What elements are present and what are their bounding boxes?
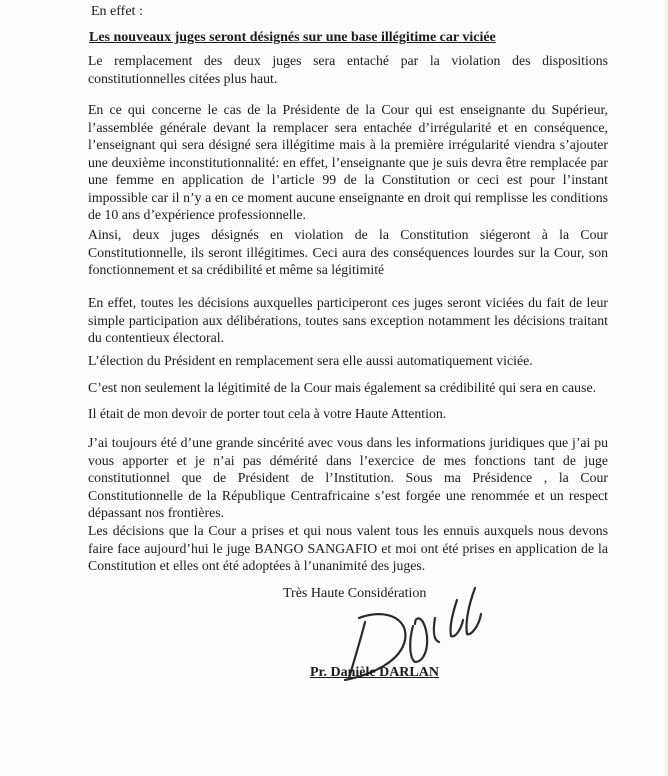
paragraph-9: Les décisions que la Cour a prises et qui nous valent tous les ennuis auxquels nous devons faire face aujourd’hui le juge BANGO SANGAFIO et moi ont été prises en application de la Constitution et elles ont été adoptées à l’unanimité des juges. [88, 523, 608, 573]
intro-text: En effet : [91, 4, 143, 19]
paragraph-8: J’ai toujours été d’une grande sincérité avec vous dans les informations juridiques que j’ai pu vous apporter et je n’ai pas démérité dans l’exercice de mes fonctions tant de juge constitutionnel que de Président de l’Institution. Sous ma Présidence , la Cour Constitutionnelle de la République Centrafricaine s’est forgée une renommée et un respect dépassant nos frontières. [88, 435, 608, 520]
paragraph-4: En effet, toutes les décisions auxquelles participeront ces juges seront viciées du fait de leur simple participation aux délibérations, toutes sans exception notamment les décisions traitant du contentieux électoral. [88, 295, 608, 345]
page-edge-shadow [662, 0, 668, 776]
closing-salutation: Très Haute Considération [283, 586, 427, 601]
signer-name: Pr. Danièle DARLAN [310, 665, 439, 680]
paragraph-2: En ce qui concerne le cas de la Présidente de la Cour qui est enseignante du Supérieur, l’assemblée générale devant la remplacer sera entachée d’irrégularité et en conséquence, l’enseignant qui sera désigné sera illégitime mais à la première irrégularité viendra s’ajouter une deuxième inconstitutionnalité: en effet, l’enseignante que je suis devra être remplacée par une femme en application de l’article 99 de la Constitution or ceci est pour l’instant impossible car il n’y a en ce moment aucune enseignante en droit qui remplisse les conditions de 10 ans d’expérience professionnelle. [88, 102, 608, 222]
paragraph-6: C’est non seulement la légitimité de la Cour mais également sa crédibilité qui sera en cause. [88, 380, 597, 395]
section-heading: Les nouveaux juges seront désignés sur une base illégitime car viciée [89, 30, 496, 45]
paragraph-5: L’élection du Président en remplacement sera elle aussi automatiquement viciée. [88, 353, 533, 368]
paragraph-1: Le remplacement des deux juges sera entaché par la violation des dispositions constitutionnelles citées plus haut. [88, 53, 608, 86]
paragraph-7: Il était de mon devoir de porter tout cela à votre Haute Attention. [88, 406, 447, 421]
paragraph-3: Ainsi, deux juges désignés en violation de la Constitution siégeront à la Cour Constitutionnelle, ils seront illégitimes. Ceci aura des conséquences lourdes sur la Cour, son fonctionnement et sa crédibilité et même sa légitimité [88, 227, 608, 277]
